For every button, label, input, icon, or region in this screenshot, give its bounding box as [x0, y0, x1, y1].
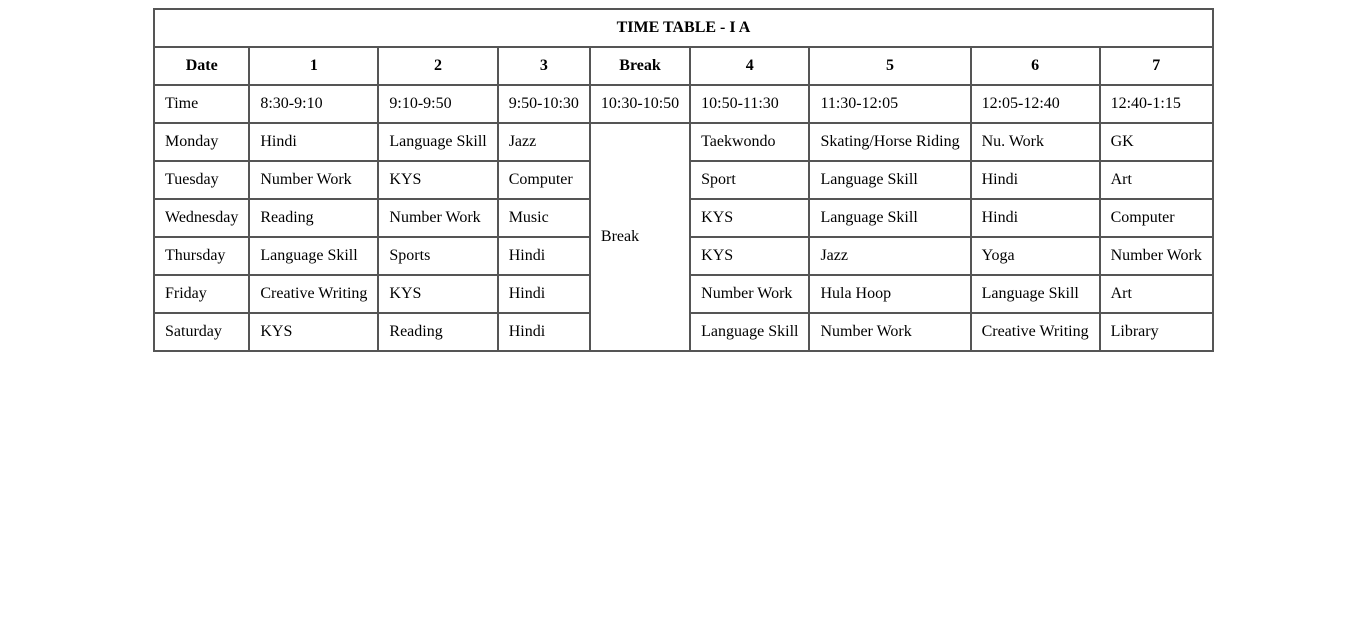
time-slot: 9:50-10:30 — [498, 85, 590, 123]
header-row — [154, 47, 1213, 85]
header-period-1: 1 — [249, 47, 378, 85]
time-slot: 12:05-12:40 — [971, 85, 1100, 123]
subject-cell: Music — [498, 199, 590, 237]
subject-cell: Number Work — [378, 199, 497, 237]
subject-cell: GK — [1100, 123, 1213, 161]
subject-cell: Jazz — [498, 123, 590, 161]
subject-cell: Art — [1100, 275, 1213, 313]
subject-cell: Nu. Work — [971, 123, 1100, 161]
subject-cell: Number Work — [249, 161, 378, 199]
time-slot: 12:40-1:15 — [1100, 85, 1213, 123]
subject-cell: KYS — [378, 161, 497, 199]
subject-cell: Computer — [498, 161, 590, 199]
subject-cell: KYS — [249, 313, 378, 351]
subject-cell: Language Skill — [809, 199, 970, 237]
subject-cell: Creative Writing — [249, 275, 378, 313]
header-period-3: 3 — [498, 47, 590, 85]
time-row — [154, 85, 1213, 123]
subject-cell: Creative Writing — [971, 313, 1100, 351]
header-period-2: 2 — [378, 47, 497, 85]
subject-cell: Number Work — [809, 313, 970, 351]
subject-cell: Hindi — [971, 199, 1100, 237]
subject-cell: Hindi — [971, 161, 1100, 199]
subject-cell: Yoga — [971, 237, 1100, 275]
time-slot: 8:30-9:10 — [249, 85, 378, 123]
subject-cell: KYS — [378, 275, 497, 313]
header-period-5: 5 — [809, 47, 970, 85]
subject-cell: KYS — [690, 237, 809, 275]
subject-cell: Reading — [249, 199, 378, 237]
time-slot: 11:30-12:05 — [809, 85, 970, 123]
subject-cell: Language Skill — [690, 313, 809, 351]
subject-cell: Language Skill — [249, 237, 378, 275]
header-break: Break — [590, 47, 690, 85]
time-slot: 9:10-9:50 — [378, 85, 497, 123]
subject-cell: Number Work — [690, 275, 809, 313]
day-label: Thursday — [154, 237, 249, 275]
subject-cell: Computer — [1100, 199, 1213, 237]
subject-cell: Hindi — [498, 313, 590, 351]
subject-cell: Library — [1100, 313, 1213, 351]
day-label: Tuesday — [154, 161, 249, 199]
time-slot: 10:50-11:30 — [690, 85, 809, 123]
header-period-7: 7 — [1100, 47, 1213, 85]
subject-cell: KYS — [690, 199, 809, 237]
subject-cell: Language Skill — [378, 123, 497, 161]
day-label: Wednesday — [154, 199, 249, 237]
day-label: Friday — [154, 275, 249, 313]
subject-cell: Hindi — [249, 123, 378, 161]
timetable — [153, 8, 1214, 352]
subject-cell: Jazz — [809, 237, 970, 275]
subject-cell: Art — [1100, 161, 1213, 199]
subject-cell: Skating/Horse Riding — [809, 123, 970, 161]
header-period-4: 4 — [690, 47, 809, 85]
break-cell: Break — [590, 123, 690, 351]
timetable-title: TIME TABLE - I A — [154, 9, 1213, 47]
subject-cell: Sport — [690, 161, 809, 199]
subject-cell: Number Work — [1100, 237, 1213, 275]
subject-cell: Taekwondo — [690, 123, 809, 161]
time-label: Time — [154, 85, 249, 123]
title-row — [154, 9, 1213, 47]
subject-cell: Hindi — [498, 275, 590, 313]
subject-cell: Sports — [378, 237, 497, 275]
header-date: Date — [154, 47, 249, 85]
subject-cell: Language Skill — [971, 275, 1100, 313]
day-label: Monday — [154, 123, 249, 161]
time-slot-break: 10:30-10:50 — [590, 85, 690, 123]
day-label: Saturday — [154, 313, 249, 351]
day-row-monday — [154, 123, 1213, 161]
subject-cell: Hindi — [498, 237, 590, 275]
subject-cell: Hula Hoop — [809, 275, 970, 313]
subject-cell: Language Skill — [809, 161, 970, 199]
subject-cell: Reading — [378, 313, 497, 351]
header-period-6: 6 — [971, 47, 1100, 85]
